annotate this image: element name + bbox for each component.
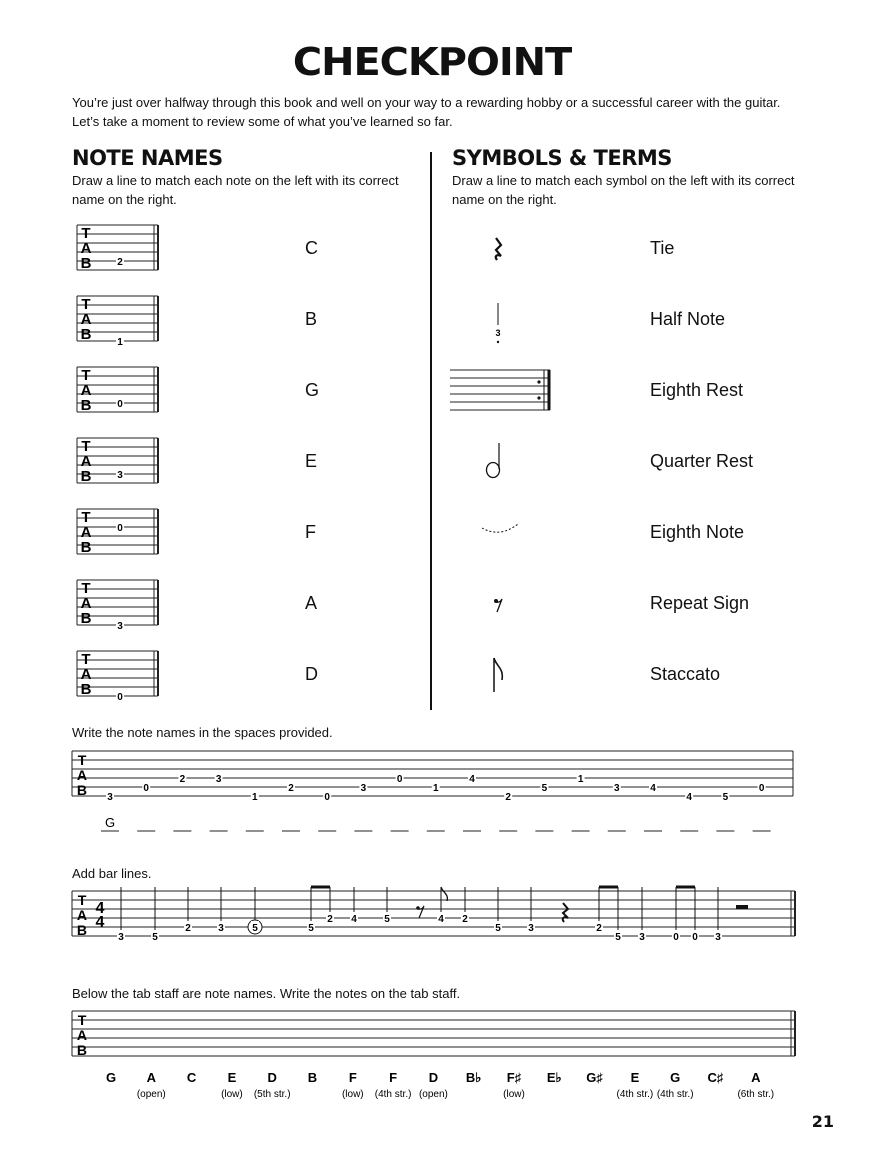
note-name-label [106, 1070, 116, 1085]
fret-number: 3 [614, 783, 620, 794]
tab-note [540, 781, 548, 794]
fret-number: 1 [577, 774, 584, 785]
tab-clef-letter: B [76, 1042, 88, 1058]
tab-clef-letter: T [81, 225, 91, 242]
fret-number: 1 [252, 792, 258, 803]
fret-number: 0 [758, 783, 765, 794]
note-names-tab-item [72, 362, 172, 412]
fret-number: 3 [360, 783, 367, 794]
svg-text:(low): (low) [221, 1089, 243, 1100]
svg-text:G: G [670, 1070, 681, 1085]
rhythm-item [151, 887, 159, 943]
note-names-instruction: Draw a line to match each note on the left with its correct name on the right. [72, 173, 399, 207]
note-name-label [737, 1070, 774, 1100]
svg-text:(4th str.): (4th str.) [656, 1089, 694, 1100]
note-name-label [466, 1070, 482, 1085]
page-number: 21 [811, 1112, 834, 1131]
page-title: CHECKPOINT [292, 40, 572, 84]
tab-clef-letter: A [76, 767, 88, 783]
svg-text:G♯: G♯ [586, 1070, 603, 1085]
answer-example: G [104, 815, 116, 830]
tab-clef-letter: B [76, 922, 88, 938]
note-names-tab-item [72, 220, 172, 270]
fret-number: 4 [686, 792, 692, 803]
column-divider [430, 152, 432, 710]
repeat-sign-symbol [450, 370, 550, 410]
time-signature-bottom: 4 [95, 914, 105, 931]
rhythm-item [461, 887, 469, 925]
tab-note [215, 772, 223, 785]
note-names-tab-item [72, 291, 172, 348]
svg-text:B: B [307, 1070, 318, 1085]
svg-text:(open): (open) [136, 1089, 166, 1100]
tab-clef-letter: T [77, 752, 87, 768]
note-name-option: F [305, 522, 316, 542]
tab-clef-letter: A [76, 1027, 88, 1043]
symbols-terms-heading: SYMBOLS & TERMS [452, 146, 672, 170]
svg-text:E: E [227, 1070, 237, 1085]
fret-number: 1 [117, 337, 123, 348]
fret-number: 5 [495, 923, 501, 934]
svg-text:D: D [267, 1070, 277, 1085]
tab-clef-letter: A [80, 595, 92, 612]
fret-number: 0 [324, 792, 330, 803]
fret-number: 3 [118, 932, 124, 943]
fret-number: 5 [541, 783, 548, 794]
fret-number: 2 [462, 914, 468, 925]
tab-note [323, 790, 331, 803]
eighth-rest-symbol [494, 599, 502, 612]
tab-note [721, 790, 729, 803]
note-name-label [708, 1070, 724, 1085]
fret-number: 0 [117, 399, 123, 410]
tab-note [613, 781, 621, 794]
tab-note [758, 781, 766, 794]
rhythm-item [614, 887, 622, 943]
time-signature-top: 4 [95, 900, 105, 917]
term-option: Eighth Rest [650, 380, 744, 400]
fret-number: 2 [117, 257, 123, 268]
tab-clef-letter: B [80, 397, 92, 414]
eighth-note-symbol [494, 658, 502, 692]
svg-text:F: F [389, 1070, 398, 1085]
fret-number: 5 [308, 923, 314, 934]
fret-number: 4 [351, 914, 357, 925]
fret-number: 3 [117, 621, 123, 632]
tab-clef-letter: T [81, 367, 91, 384]
fret-number: 0 [692, 932, 698, 943]
tab-note [287, 781, 295, 794]
staccato-symbol [495, 303, 500, 343]
tab-note [251, 790, 259, 803]
svg-text:(4th str.): (4th str.) [374, 1089, 412, 1100]
svg-text:G: G [105, 1070, 117, 1085]
fret-number: 0 [673, 932, 679, 943]
note-name-label [308, 1070, 317, 1085]
note-name-label [254, 1070, 291, 1100]
note-name-option: D [305, 664, 318, 684]
fret-number: 0 [117, 523, 123, 534]
fret-number: 2 [596, 923, 602, 934]
exercise1-instruction: Write the note names in the spaces provided. [72, 725, 333, 740]
fret-number: 2 [288, 783, 294, 794]
fret-number: 1 [433, 783, 439, 794]
tab-note [106, 790, 114, 803]
tab-clef-letter: B [80, 255, 92, 272]
svg-text:3: 3 [495, 328, 501, 338]
note-name-label [221, 1070, 243, 1100]
fret-number: 5 [615, 932, 621, 943]
tab-clef-letter: T [81, 509, 91, 526]
rhythm-item [184, 887, 192, 934]
tab-clef-letter: A [80, 524, 92, 541]
fret-number: 3 [528, 923, 534, 934]
tab-note [359, 781, 367, 794]
fret-number: 4 [438, 914, 444, 925]
tab-note [396, 772, 404, 785]
exercise3-tab-staff [0, 1005, 864, 1105]
fret-number: 3 [215, 774, 222, 785]
svg-text:F: F [348, 1070, 357, 1085]
svg-text:D: D [428, 1070, 439, 1085]
tab-clef-letter: B [80, 468, 92, 485]
fret-number: 3 [117, 470, 123, 481]
rhythm-item [494, 887, 502, 934]
rhythm-item [437, 887, 447, 925]
fret-number: 0 [143, 783, 149, 794]
note-name-option: B [305, 309, 318, 329]
svg-text:C: C [186, 1070, 197, 1085]
tab-clef-letter: T [77, 892, 87, 908]
svg-text:F♯: F♯ [506, 1070, 522, 1085]
svg-text:C♯: C♯ [707, 1070, 724, 1085]
exercise3-instruction: Below the tab staff are note names. Write the notes on the tab staff. [72, 986, 461, 1001]
svg-text:A: A [146, 1070, 156, 1085]
tab-clef-letter: A [80, 666, 92, 683]
rhythm-item [736, 905, 748, 909]
tab-clef-letter: T [77, 1012, 87, 1028]
note-name-option: A [305, 593, 318, 613]
tie-symbol [482, 524, 518, 532]
term-option: Tie [650, 238, 675, 258]
svg-text:(5th str.): (5th str.) [253, 1089, 291, 1100]
rhythm-item [638, 887, 646, 943]
note-name-option: G [305, 380, 320, 400]
fret-number: 2 [327, 914, 333, 925]
tab-note [577, 772, 585, 785]
tab-clef-letter: A [80, 382, 92, 399]
note-names-tab-item [72, 504, 172, 554]
rhythm-item [350, 887, 358, 925]
term-option: Eighth Note [650, 522, 745, 542]
exercise2-instruction: Add bar lines. [72, 866, 152, 881]
svg-text:B♭: B♭ [465, 1070, 482, 1085]
tab-clef-letter: A [80, 453, 92, 470]
tab-note [142, 781, 150, 794]
tab-clef-letter: T [81, 651, 91, 668]
tab-clef-letter: T [81, 438, 91, 455]
rhythm-item [383, 887, 391, 925]
rhythm-item [326, 887, 334, 925]
tab-note [432, 781, 440, 794]
tab-note [504, 790, 512, 803]
term-option: Quarter Rest [650, 451, 754, 471]
tab-clef-letter: A [80, 240, 92, 257]
rhythm-item [248, 887, 262, 934]
symbols-terms-instruction: Draw a line to match each symbol on the left with its correct name on the right. [452, 173, 795, 207]
tab-clef-letter: B [80, 681, 92, 698]
note-name-option: C [305, 238, 318, 258]
svg-text:(6th str.): (6th str.) [737, 1089, 775, 1100]
note-names-heading: NOTE NAMES [72, 146, 223, 170]
note-name-label [342, 1070, 364, 1100]
tab-note [685, 790, 693, 803]
tab-clef-letter: A [80, 311, 92, 328]
svg-text:(open): (open) [418, 1089, 448, 1100]
svg-text:E♭: E♭ [546, 1070, 562, 1085]
fret-number: 0 [396, 774, 403, 785]
note-name-label [503, 1070, 525, 1100]
rhythm-item [527, 887, 535, 934]
tab-clef-letter: B [80, 610, 92, 627]
fret-number: 2 [179, 774, 186, 785]
tab-clef-letter: B [80, 326, 92, 343]
note-name-label [586, 1070, 603, 1085]
fret-number: 4 [469, 774, 475, 785]
note-name-label [187, 1070, 197, 1085]
tab-clef-letter: T [81, 296, 91, 313]
exercise2-tab-staff [0, 885, 864, 955]
rhythm-item [217, 887, 225, 934]
tab-clef-letter: B [80, 539, 92, 556]
fret-number: 3 [715, 932, 721, 943]
note-name-label [375, 1070, 412, 1100]
note-name-label [617, 1070, 654, 1100]
fret-number: 2 [185, 923, 191, 934]
fret-number: 4 [650, 783, 656, 794]
note-name-label [657, 1070, 694, 1100]
half-note-symbol [487, 443, 500, 478]
intro-paragraph: You’re just over halfway through this book and well on your way to a rewarding hobby or a successful career with the guitar. Let’s take a moment to review some of what you’ve learned so far. [72, 95, 781, 129]
tab-clef-letter: T [81, 580, 91, 597]
fret-number: 5 [722, 792, 729, 803]
term-option: Staccato [650, 664, 721, 684]
note-names-tab-item [72, 575, 172, 632]
svg-text:(4th str.): (4th str.) [616, 1089, 654, 1100]
rhythm-item [563, 903, 568, 922]
quarter-rest-symbol [496, 238, 501, 260]
tab-note [649, 781, 657, 794]
fret-number: 3 [639, 932, 645, 943]
note-name-label [547, 1070, 562, 1085]
fret-number: 0 [117, 692, 123, 703]
note-names-tab-item [72, 433, 172, 483]
fret-number: 5 [252, 923, 258, 934]
tab-note [178, 772, 186, 785]
fret-number: 5 [152, 932, 158, 943]
tab-clef-letter: A [76, 907, 88, 923]
term-option: Repeat Sign [650, 593, 750, 613]
fret-number: 3 [218, 923, 224, 934]
fret-number: 3 [107, 792, 113, 803]
svg-text:(low): (low) [503, 1089, 525, 1100]
svg-text:(low): (low) [341, 1089, 364, 1100]
fret-number: 2 [505, 792, 511, 803]
note-name-label [137, 1070, 166, 1100]
svg-text:A: A [751, 1070, 761, 1085]
rhythm-item [117, 887, 125, 943]
note-names-tab-item [72, 646, 172, 703]
tab-clef-letter: B [76, 782, 88, 798]
note-name-option: E [305, 451, 318, 471]
rhythm-item [691, 887, 699, 943]
exercise1-tab-staff [0, 745, 864, 840]
tab-note [468, 772, 476, 785]
term-option: Half Note [650, 309, 726, 329]
svg-text:E: E [630, 1070, 640, 1085]
fret-number: 5 [384, 914, 390, 925]
note-name-label [419, 1070, 448, 1100]
rhythm-item [416, 906, 424, 918]
symbols-column [440, 225, 570, 705]
rhythm-item [714, 887, 722, 943]
